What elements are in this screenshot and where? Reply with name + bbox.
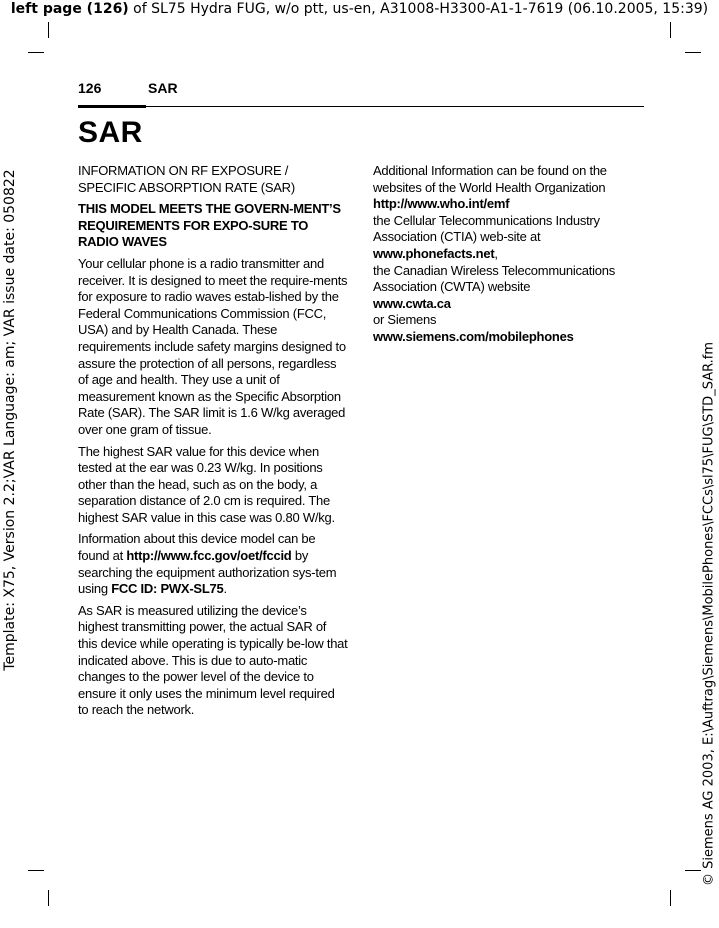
file-info-page: left page (126) <box>10 1 129 17</box>
sar-explanation: Your cellular phone is a radio transmitter and receiver. It is designed to meet the require-ments for exposure to radio waves estab-lished by the Federal Communications Commission (FCC, USA) and by Health Canada. These requirements include safety margins designed to assure the protection of all persons, regardless of age and health. They use a unit of measurement known as the Specific Absorption Rate (SAR). The SAR limit is 1.6 W/kg averaged over one gram of tissue. <box>78 255 348 437</box>
fcc-info-paragraph <box>78 531 348 597</box>
rf-exposure-heading: INFORMATION ON RF EXPOSURE / SPECIFIC ABSORPTION RATE (SAR) <box>78 163 295 195</box>
fcc-link[interactable]: http://www.fcc.gov/oet/fccid <box>126 548 292 564</box>
file-info-details: of SL75 Hydra FUG, w/o ptt, us-en, A31008-H3300-A1-1-7619 (06.10.2005, 15:39) <box>128 1 709 17</box>
copyright-margin <box>699 0 719 928</box>
page-title: SAR <box>78 116 143 149</box>
crop-mark <box>670 22 671 38</box>
ctia-text: the Cellular Telecommunications Industry Association (CTIA) web-site at <box>373 212 600 245</box>
ctia-link[interactable]: www.phonefacts.net <box>373 245 495 261</box>
crop-mark <box>48 890 49 906</box>
file-info-line <box>0 0 719 18</box>
cwta-text: the Canadian Wireless Telecommunications Association (CWTA) website <box>373 262 615 295</box>
header-tab-bar <box>78 105 146 108</box>
fcc-period: . <box>223 581 227 597</box>
crop-mark <box>28 870 44 871</box>
siemens-link[interactable]: www.siemens.com/mobilephones <box>373 328 574 344</box>
page-header <box>78 78 644 107</box>
crop-mark <box>685 52 701 53</box>
template-info-margin <box>0 0 20 928</box>
sar-measurement-note: As SAR is measured utilizing the device’s highest transmitting power, the actual SAR of this device while operating is typically be-low that indicated above. This is due to auto-matic changes to the power level of the device to ensure it only uses the minimum level required to reach the network. <box>78 602 348 718</box>
crop-mark <box>685 870 701 871</box>
template-info-text: Template: X75, Version 2.2;VAR Language: am; VAR issue date: 050822 <box>2 169 18 671</box>
who-link[interactable]: http://www.who.int/emf <box>373 196 510 212</box>
siemens-text: or Siemens <box>373 312 437 328</box>
requirements-heading: THIS MODEL MEETS THE GOVERN-MENT’S REQUIREMENTS FOR EXPO-SURE TO RADIO WAVES <box>78 201 341 250</box>
ctia-line <box>373 246 641 263</box>
section-name: SAR <box>148 80 178 96</box>
fcc-info-text: Information about this device model can be found at <box>78 531 316 564</box>
fcc-id: FCC ID: PWX-SL75 <box>111 581 224 597</box>
left-column <box>78 163 348 724</box>
crop-mark <box>670 890 671 906</box>
copyright-text: © Siemens AG 2003, E:\Auftrag\Siemens\MobilePhones\FCCs\sl75\FUG\STD_SAR.fm <box>701 341 717 887</box>
right-column <box>373 163 641 346</box>
crop-mark <box>48 22 49 38</box>
ctia-comma: , <box>494 245 498 261</box>
additional-info-intro: Additional Information can be found on the websites of the World Health Organization <box>373 163 607 195</box>
page-number: 126 <box>78 80 102 96</box>
fcc-search-text: by searching the equipment authorization sys-tem using <box>78 548 337 597</box>
sar-values: The highest SAR value for this device when tested at the ear was 0.23 W/kg. In positions other than the head, such as on the body, a separation distance of 2.0 cm is required. The highest SAR value in this case was 0.80 W/kg. <box>78 443 335 525</box>
cwta-link[interactable]: www.cwta.ca <box>373 295 451 311</box>
crop-mark <box>28 52 44 53</box>
